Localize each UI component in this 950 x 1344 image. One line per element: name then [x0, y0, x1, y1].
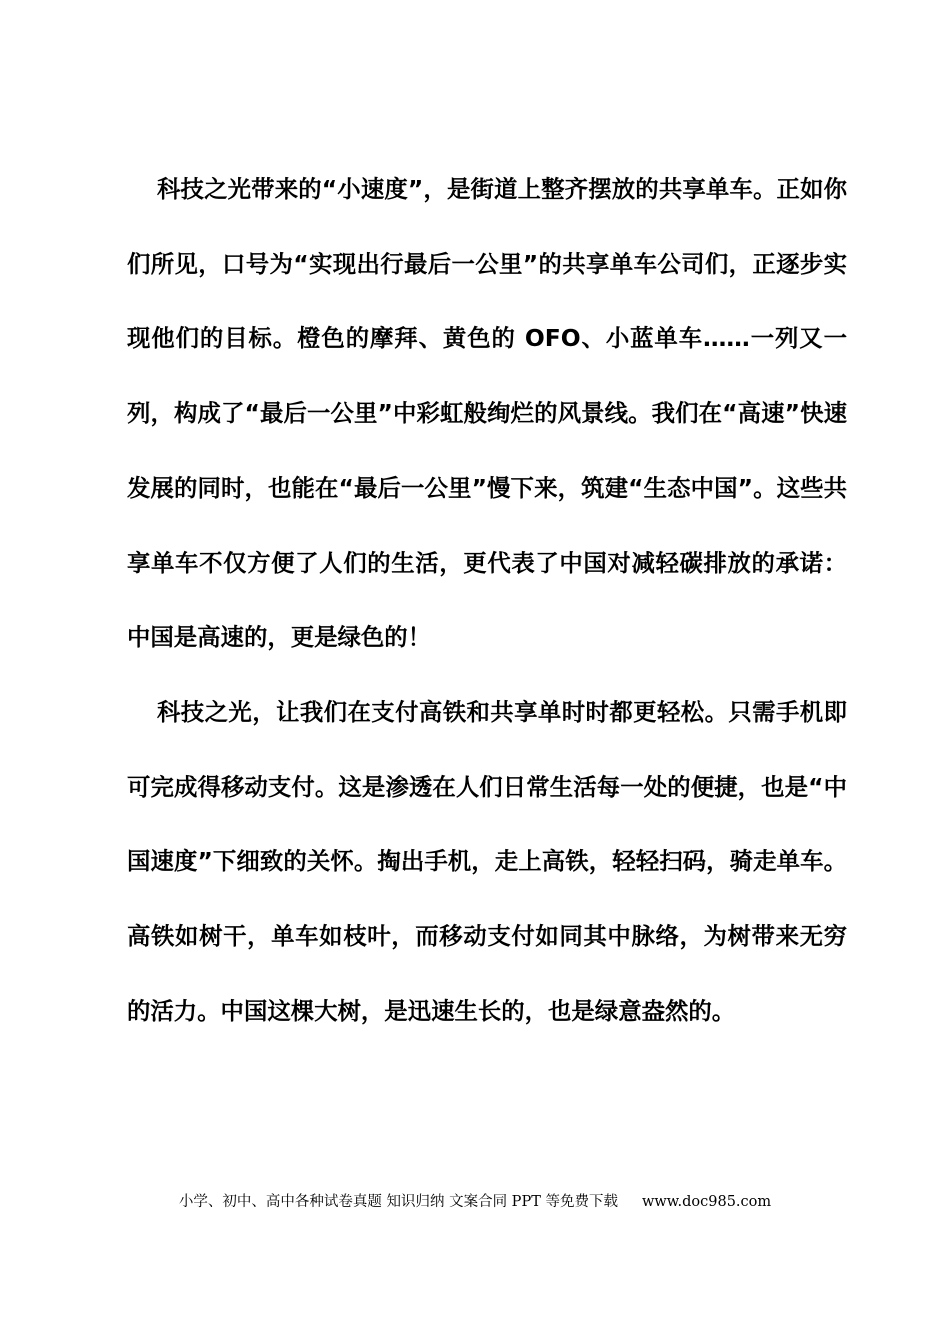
footer-link[interactable]: www.doc985.com [641, 1194, 772, 1210]
paragraph-shared-bikes: 科技之光带来的“小速度”，是街道上整齐摆放的共享单车。正如你们所见，口号为“实现出行最后一公里”的共享单车公司们，正逐步实现他们的目标。橙色的摩拜、黄色的 OFO、小蓝单车……一列又一列，构成了“最后一公里”中彩虹般绚烂的风景线。我们在“高速”快速发展的同时，也能在“最后一公里”慢下来，筑建“生态中国”。这些共享单车不仅方便了人们的生活，更代表了中国对减轻碳排放的承诺：中国是高速的，更是绿色的！ [127, 175, 847, 652]
paragraph-mobile-payment: 科技之光，让我们在支付高铁和共享单时时都更轻松。只需手机即可完成得移动支付。这是渗透在人们日常生活每一处的便捷，也是“中国速度”下细致的关怀。掏出手机，走上高铁，轻轻扫码，骑走单车。高铁如树干，单车如枝叶，而移动支付如同其中脉络，为树带来无穷的活力。中国这棵大树，是迅速生长的，也是绿意盎然的。 [127, 697, 847, 1025]
footer-text: 小学、初中、高中各种试卷真题 知识归纳 文案合同 PPT 等免费下载 [178, 1194, 618, 1210]
page-footer [0, 1190, 950, 1211]
document-body [127, 152, 847, 1048]
